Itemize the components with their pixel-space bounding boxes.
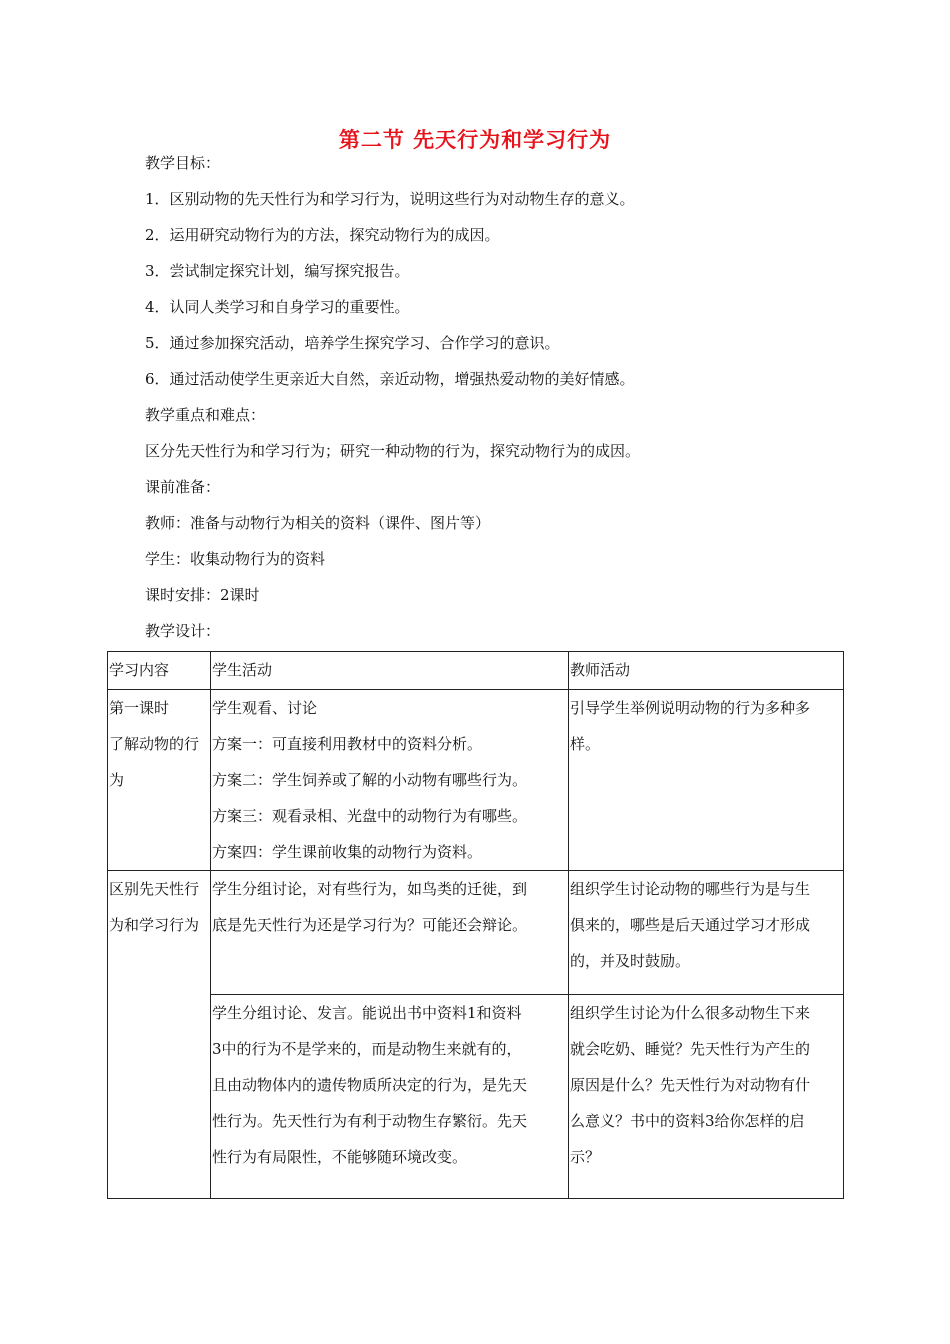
key-points-heading: 教学重点和难点： <box>145 406 266 424</box>
content-cell: 第一课时 了解动物的行 为 <box>108 690 211 871</box>
page-title: 第二节 先天行为和学习行为 <box>338 128 612 152</box>
objective-5: 5．通过参加探究活动，培养学生探究学习、合作学习的意识。 <box>145 334 560 352</box>
objective-1: 1．区别动物的先天性行为和学习行为，说明这些行为对动物生存的意义。 <box>145 190 635 208</box>
objective-3: 3．尝试制定探究计划，编写探究报告。 <box>145 262 410 280</box>
teacher-cell: 组织学生讨论为什么很多动物生下来 就会吃奶、睡觉？先天性行为产生的 原因是什么？先天性行为对动物有什 么意义？书中的资料3给你怎样的启 示？ <box>569 995 844 1199</box>
student-cell: 学生分组讨论，对有些行为，如鸟类的迁徙，到 底是先天性行为还是学习行为？可能还会辩论。 <box>211 871 569 995</box>
teacher-cell: 引导学生举例说明动物的行为多种多 样。 <box>569 690 844 871</box>
design-heading: 教学设计： <box>145 622 221 640</box>
objective-6: 6．通过活动使学生更亲近大自然，亲近动物，增强热爱动物的美好情感。 <box>145 370 635 388</box>
preparation-heading: 课前准备： <box>145 478 221 496</box>
preparation-student: 学生：收集动物行为的资料 <box>145 550 326 568</box>
content-cell: 区别先天性行 为和学习行为 <box>108 871 211 1199</box>
objectives-heading: 教学目标： <box>145 154 221 172</box>
table-row <box>108 995 844 1199</box>
table-row <box>108 690 844 871</box>
objective-4: 4．认同人类学习和自身学习的重要性。 <box>145 298 410 316</box>
student-cell: 学生分组讨论、发言。能说出书中资料1和资料 3中的行为不是学来的，而是动物生来就有的， 且由动物体内的遗传物质所决定的行为，是先天 性行为。先天性行为有利于动物生存繁衍。先天 性行为有局限性，不能够随环境改变。 <box>211 995 569 1199</box>
student-cell: 学生观看、讨论 方案一：可直接利用教材中的资料分析。 方案二：学生饲养或了解的小动物有哪些行为。 方案三：观看录相、光盘中的动物行为有哪些。 方案四：学生课前收集的动物行为资料。 <box>211 690 569 871</box>
key-points: 区分先天性行为和学习行为；研究一种动物的行为，探究动物行为的成因。 <box>145 442 641 460</box>
header-content: 学习内容 <box>108 652 211 690</box>
table-row <box>108 871 844 995</box>
schedule: 课时安排：2课时 <box>145 586 260 604</box>
objective-2: 2．运用研究动物行为的方法，探究动物行为的成因。 <box>145 226 500 244</box>
preparation-teacher: 教师：准备与动物行为相关的资料（课件、图片等） <box>145 514 491 532</box>
header-teacher: 教师活动 <box>569 652 844 690</box>
table-header-row <box>108 652 844 690</box>
header-student: 学生活动 <box>211 652 569 690</box>
design-table <box>107 651 844 1199</box>
teacher-cell: 组织学生讨论动物的哪些行为是与生 俱来的，哪些是后天通过学习才形成 的，并及时鼓励。 <box>569 871 844 995</box>
